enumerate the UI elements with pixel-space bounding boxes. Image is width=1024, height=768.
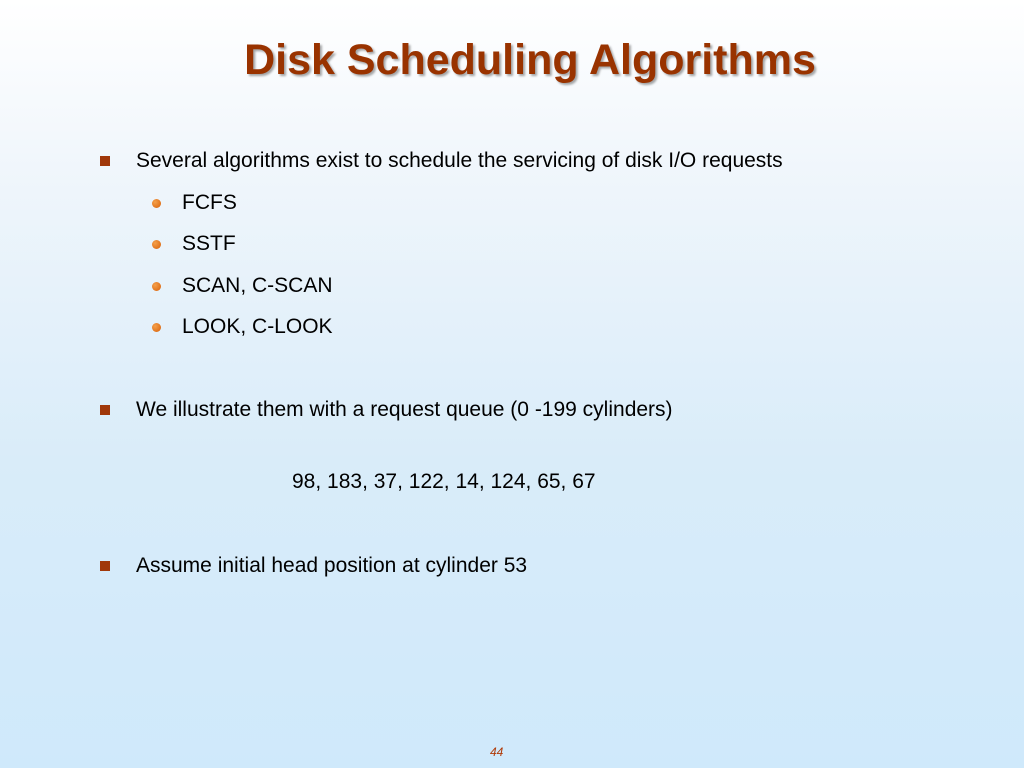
round-bullet-icon [152,282,161,291]
sub-bullet-item [152,232,236,256]
bullet-text: Several algorithms exist to schedule the servicing of disk I/O requests [136,149,783,172]
square-bullet-icon [100,156,110,166]
bullet-item [100,149,783,173]
sub-bullet-item [152,315,333,339]
sub-bullet-text: SCAN, C-SCAN [182,274,333,297]
sub-bullet-text: LOOK, C-LOOK [182,315,333,338]
bullet-text: We illustrate them with a request queue (0 -199 cylinders) [136,398,673,421]
bullet-text: Assume initial head position at cylinder 53 [136,554,528,577]
square-bullet-icon [100,561,110,571]
sub-bullet-text: FCFS [182,191,237,214]
request-queue: 98, 183, 37, 122, 14, 124, 65, 67 [292,470,596,493]
page-number: 44 [490,745,504,759]
bullet-item [100,398,673,422]
sub-bullet-item [152,274,333,298]
sub-bullet-text: SSTF [182,232,236,255]
bullet-item [100,554,527,578]
slide-title: Disk Scheduling Algorithms [244,36,816,84]
square-bullet-icon [100,405,110,415]
round-bullet-icon [152,323,161,332]
round-bullet-icon [152,240,161,249]
sub-bullet-item [152,191,237,215]
round-bullet-icon [152,199,161,208]
